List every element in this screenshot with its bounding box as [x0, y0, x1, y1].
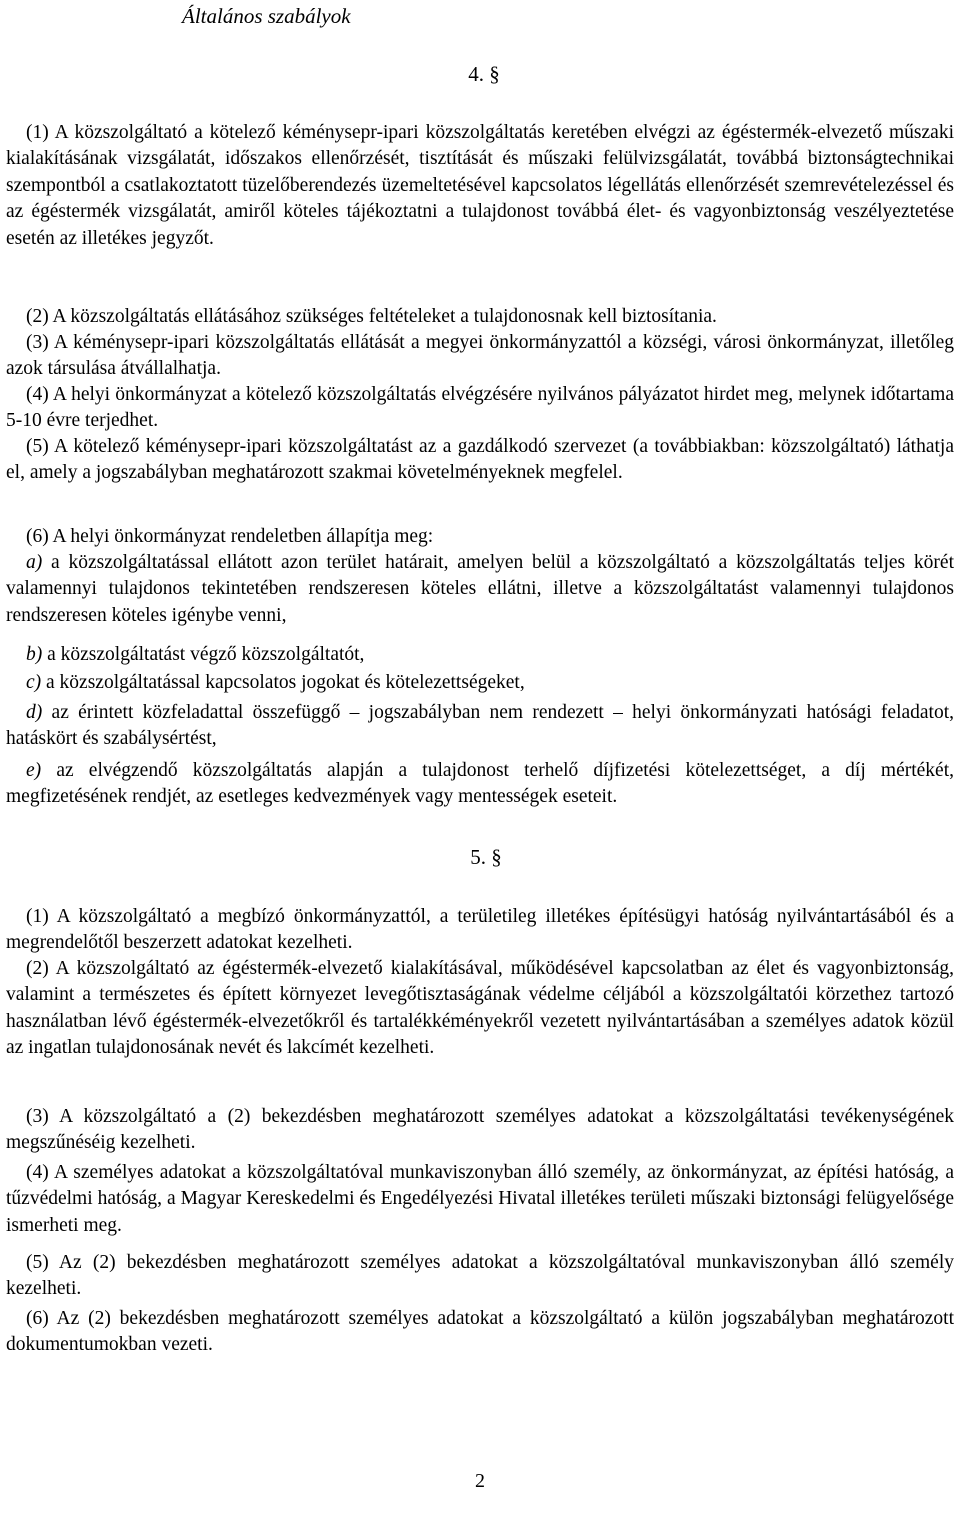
section-4-number: 4. § — [468, 62, 500, 86]
section-4-paragraph-1: (1) A közszolgáltató a kötelező kéménysepr-ipari közszolgáltatás keretében elvégzi az égéstermék-elvezető műszaki kialakításának vizsgálatát, időszakos ellenőrzését, tisztítását és műszaki felülvizsgálatát, továbbá biztonságtechnikai szempontból a csatlakoztatott tüzelőberendezés üzemeltetésével kapcsolatos légellátás ellenőrzését szemrevételezéssel és az égéstermék vizsgálatát, amiről köteles tájékoztatni a tulajdonost továbbá élet- és vagyonbiztonság veszélyeztetése esetén az illetékes jegyzőt. — [6, 122, 954, 249]
section-4-paragraph-5: (5) A kötelező kéménysepr-ipari közszolgáltatást az a gazdálkodó szervezet (a továbbiakban: közszolgáltató) láthatja el, amely a jogszabályban meghatározott szakmai követelményeknek megfelel. — [6, 436, 954, 484]
list-item-text: a közszolgáltatással kapcsolatos jogokat és kötelezettségeket, — [46, 672, 525, 693]
list-item-text: a közszolgáltatással ellátott azon terület határait, amelyen belül a közszolgáltató a közszolgáltatás teljes körét valamennyi tulajdonos tekintetében rendszeresen köteles ellátni, illetve a közszolgáltatást valamennyi tulajdonos rendszeresen köteles igénybe venni, — [6, 552, 954, 626]
section-4-paragraph-4: (4) A helyi önkormányzat a kötelező közszolgáltatás elvégzésére nyilvános pályázatot hirdet meg, melynek időtartama 5-10 évre terjedhet. — [6, 384, 954, 432]
list-item-letter: e) — [26, 760, 42, 781]
document-title: Általános szabályok — [182, 4, 351, 28]
section-5-number: 5. § — [470, 845, 502, 869]
list-item-letter: c) — [26, 672, 42, 693]
list-item-text: a közszolgáltatást végző közszolgáltatót, — [47, 644, 365, 665]
section-4-paragraph-3: (3) A kéménysepr-ipari közszolgáltatás ellátását a megyei önkormányzattól a községi, városi önkormányzat, illetőleg azok társulása átvállalhatja. — [6, 332, 954, 380]
list-item-d — [6, 700, 954, 753]
list-item-text: az érintett közfeladattal összefüggő – jogszabályban nem rendezett – helyi önkormányzati hatósági feladatot, hatáskört és szabálysértést, — [6, 702, 955, 750]
list-item-b — [6, 642, 954, 668]
list-item-a — [6, 550, 954, 629]
section-5-paragraph-2: (2) A közszolgáltató az égéstermék-elvezető kialakításával, működésével kapcsolatban az élet és vagyonbiztonság, valamint a természetes és épített környezet levegőtisztaságának védelme céljából a közszolgáltatói körzethez tartozó használatban lévő égéstermék-elvezetőkről és tartalékkéményekről vezetett nyilvántartásában a személyes adatok közül az ingatlan tulajdonosának nevét és lakcímét kezelheti. — [6, 958, 954, 1059]
section-5-paragraph-6: (6) Az (2) bekezdésben meghatározott személyes adatokat a közszolgáltató a külön jogszabályban meghatározott dokumentumokban vezeti. — [6, 1308, 954, 1356]
section-5-paragraph-5: (5) Az (2) bekezdésben meghatározott személyes adatokat a közszolgáltatóval munkaviszonyban álló személy kezelheti. — [6, 1252, 954, 1300]
section-5-paragraph-3: (3) A közszolgáltató a (2) bekezdésben meghatározott személyes adatokat a közszolgáltatási tevékenységének megszűnéséig kezelheti. — [6, 1106, 954, 1154]
list-item-c — [6, 670, 954, 696]
list-item-letter: a) — [26, 552, 43, 573]
section-4-paragraph-2: (2) A közszolgáltatás ellátásához szükséges feltételeket a tulajdonosnak kell biztosítania. — [26, 306, 717, 327]
list-item-e — [6, 758, 954, 811]
list-item-letter: b) — [26, 644, 43, 665]
list-item-letter: d) — [26, 702, 43, 723]
section-4-paragraph-6-intro: (6) A helyi önkormányzat rendeletben állapítja meg: — [26, 526, 434, 547]
section-5-paragraph-4: (4) A személyes adatokat a közszolgáltatóval munkaviszonyban álló személy, az önkormányzat, az építési hatóság, a tűzvédelmi hatóság, a Magyar Kereskedelmi és Engedélyezési Hivatal illetékes területi műszaki biztonsági felügyelősége ismerheti meg. — [6, 1162, 954, 1236]
list-item-text: az elvégzendő közszolgáltatás alapján a tulajdonost terhelő díjfizetési kötelezettséget, a díj mértékét, megfizetésének rendjét, az esetleges kedvezmények vagy mentességek eseteit. — [6, 760, 955, 808]
section-5-paragraph-1: (1) A közszolgáltató a megbízó önkormányzattól, a területileg illetékes építésügyi hatóság nyilvántartásából és a megrendelőtől beszerzett adatokat kezelheti. — [6, 906, 954, 954]
page-number: 2 — [475, 1470, 485, 1492]
